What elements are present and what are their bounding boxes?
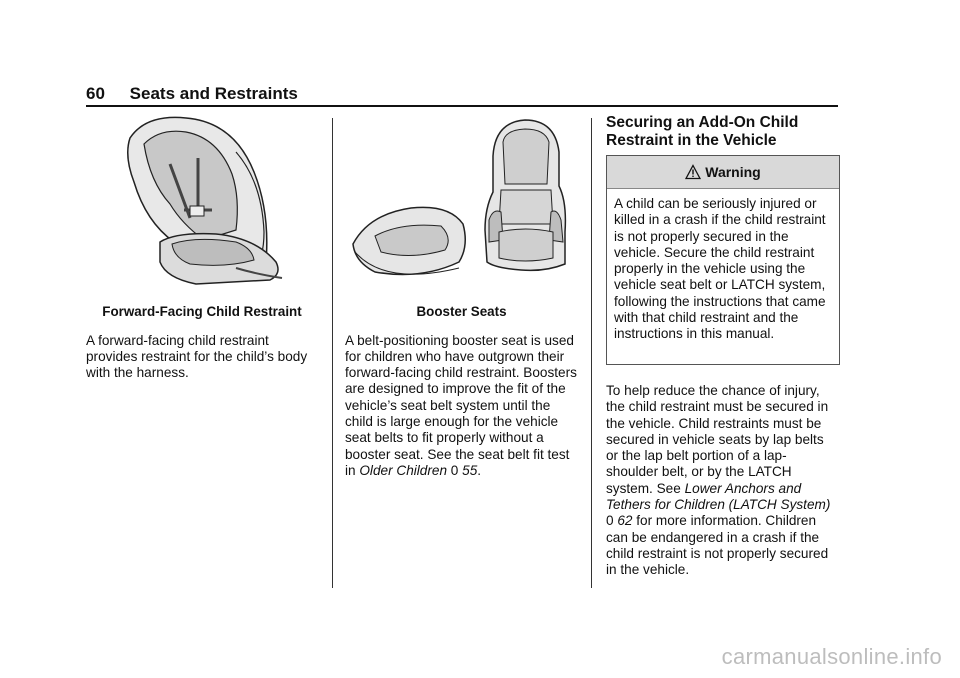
forward-facing-child-seat-illustration [86,112,318,292]
body-paragraph: A forward-facing child restraint provides restraint for the child’s body with the harness. [86,332,308,381]
body-text: To help reduce the chance of injury, the child restraint must be secured in the vehicle. Child restraints must be secured in vehicle seats by lap belts or the lap belt portion of a lap-shoulder belt, or by the LATCH system. See [606,383,829,496]
watermark: carmanualsonline.info [721,644,942,669]
cross-reference-link[interactable]: Older Children [359,462,448,478]
column-divider-right [591,118,592,588]
body-paragraph [345,333,578,480]
sentence-end: . [477,462,482,478]
warning-label: Warning [705,164,761,180]
booster-seats-illustration [345,112,578,292]
page-reference[interactable]: 62 [617,513,633,529]
warning-text: A child can be seriously injured or killed in a crash if the child restraint is not properly secured in the vehicle. Secure the child restraint properly in the vehicle using the vehicle seat belt or LATCH system, following the instructions that came with that child restraint and the instructions in this manual. [614,196,826,342]
middle-column [345,112,578,479]
page-reference[interactable]: 55 [462,462,478,478]
page-header [86,84,298,104]
right-column [606,114,838,150]
body-text: for more information. Children can be endangered in a crash if the child restraint is not properly secured in the vehicle. [606,513,829,578]
section-title: Securing an Add-On Child Restraint in the Vehicle [606,114,799,149]
page-ref-icon: 0 [450,462,459,478]
header-rule [86,105,838,107]
cross-reference-link[interactable]: Lower Anchors and Tethers for Children (LATCH System) [606,480,831,513]
warning-header [607,156,839,189]
body-text: A belt-positioning booster seat is used for children who have outgrown their forward-facing child restraint. Boosters are designed to improve the fit of the vehicle’s seat belt system until the child is large enough for the vehicle seat belts to fit properly without a booster seat. See the seat belt fit test in [345,332,577,478]
warning-icon [685,164,701,180]
right-column-body [606,383,838,579]
body-paragraph [606,383,838,579]
page-title: Seats and Restraints [129,84,298,103]
figure-caption: Forward-Facing Child Restraint [102,304,302,320]
column-divider-left [332,118,333,588]
left-column [86,112,318,381]
page-ref-icon: 0 [606,513,614,529]
warning-box [606,155,840,365]
page-number: 60 [86,84,105,103]
figure-caption: Booster Seats [416,304,507,320]
